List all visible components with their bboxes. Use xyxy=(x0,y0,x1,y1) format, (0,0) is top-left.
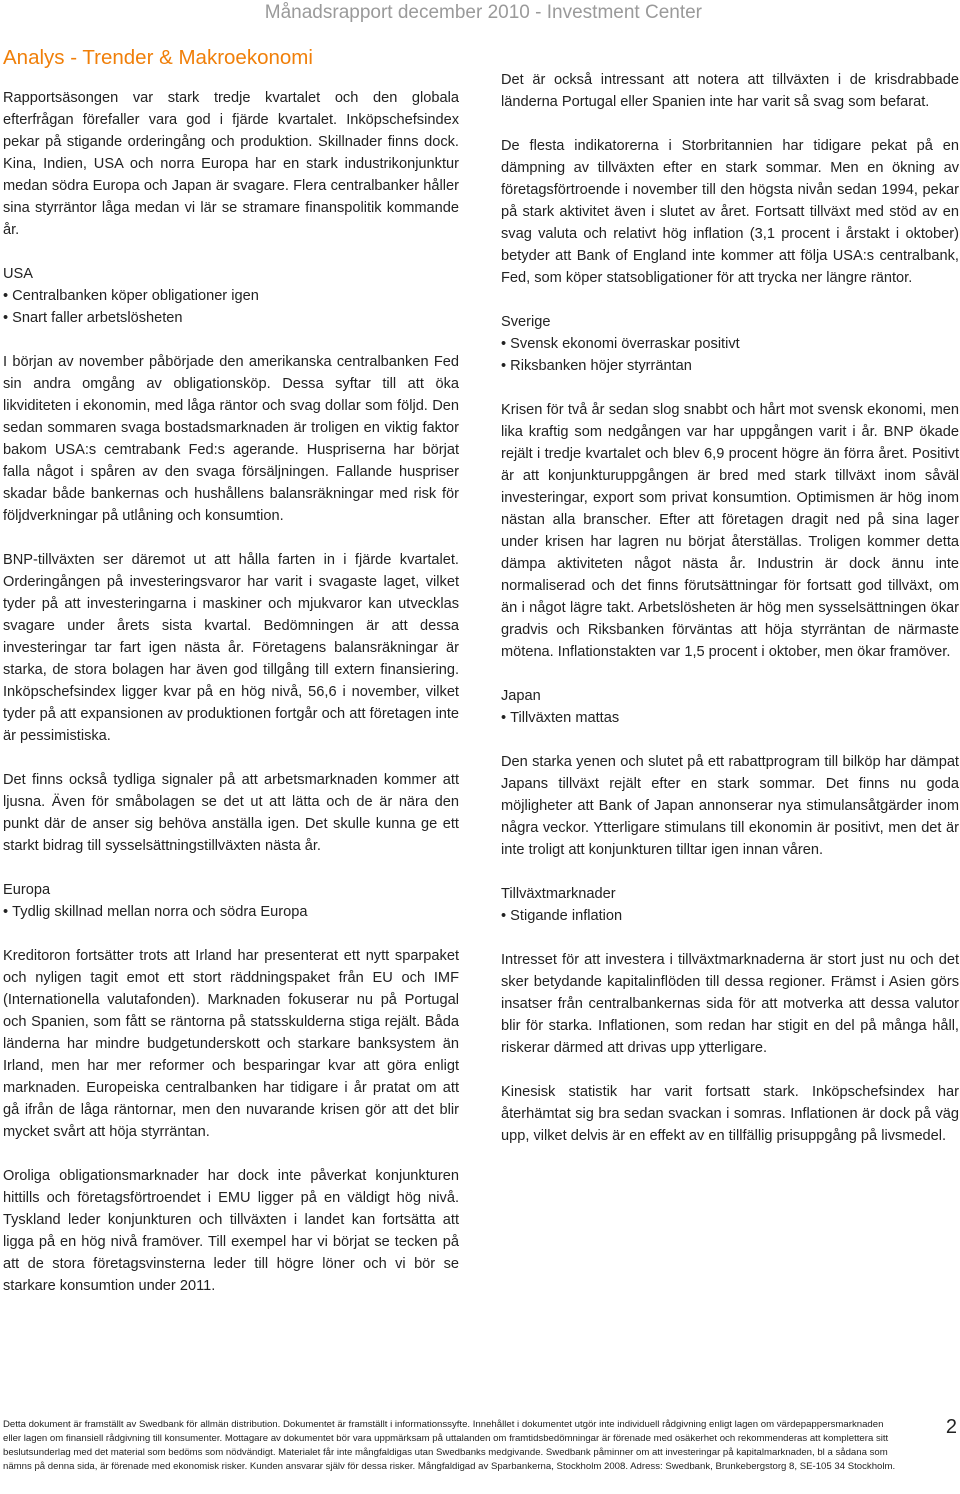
bullet-item: • Stigande inflation xyxy=(501,905,959,927)
japan-paragraph-1: Den starka yenen och slutet på ett rabattprogram till bilköp har dämpat Japans tillväxt rejält efter en stark sommar. Det finns nu goda möjligheter att Bank of Japan annonserar nya stimulansåtgärder inom några veckor. Ytterligare stimulans till ekonomin är positivt, men det är inte troligt att konjunkturen tilltar igen innan våren. xyxy=(501,754,959,858)
sverige-heading: Sverige xyxy=(501,314,551,330)
bullet-item: • Riksbanken höjer styrräntan xyxy=(501,355,959,377)
report-header-title: Månadsrapport december 2010 - Investment Center xyxy=(264,2,702,23)
tillvaxt-heading: Tillväxtmarknader xyxy=(501,886,616,902)
tillvaxt-paragraph-1: Intresset för att investera i tillväxtmarknaderna är stort just nu och det sker betydande kapitalinflöden till dessa regioner. Främst i Asien görs insatser från centralbankernas sida för att motverka att dessa valutor blir för starka. Inflationen, som redan har stigit en del på många håll, riskerar därmed att drivas upp ytterligare. xyxy=(501,952,959,1056)
europa-bullets xyxy=(3,901,459,923)
usa-paragraph-1: I början av november påbörjade den amerikanska centralbanken Fed sin andra omgång av obligationsköp. Dessa syftar till att öka likviditeten i ekonomin, med låga räntor och svag dollar som följd. Den sedan sommaren svaga bostadsmarknaden är troligen en viktig faktor bakom USA:s cemtrabank Fed:s agerande. Huspriserna har börjat falla något i spåren av den svaga försäljningen. Fallande huspriser skadar både bankernas och hushållens balansräkningar med risk för följdverkningar på utlåning och konsumtion. xyxy=(3,354,459,524)
tillvaxt-paragraph-2: Kinesisk statistik har varit fortsatt stark. Inköpschefsindex har återhämtat sig bra sedan svackan i somras. Inflationen är dock på väg upp, vilket delvis är en effekt av en tillfällig prisuppgång på livsmedel. xyxy=(501,1084,959,1144)
sverige-section xyxy=(501,311,959,663)
usa-heading: USA xyxy=(3,266,34,282)
europa-paragraph-1: Kreditoron fortsätter trots att Irland har presenterat ett nytt sparpaket och nyligen tagit emot ett stort räddningspaket från EU och IMF (Internationella valutafonden). Marknaden fokuserar nu på Portugal och Spanien, som fått se räntorna på statsskulderna stiga rejält. Båda länderna har mindre budgetunderskott och starkare banksystem än Irland, men har mer reformer och besparingar kvar att göra enligt marknaden. Europeiska centralbanken har tidigare i år pratat om att gå ifrån de låga räntornar, men den nuvarande krisen gör att det blir mycket svårt att höja styrräntan. xyxy=(3,948,459,1140)
left-column xyxy=(3,87,459,1319)
usa-paragraph-2: BNP-tillväxten ser däremot ut att hålla farten in i fjärde kvartalet. Orderingången på investeringsvaror har varit i svagaste laget, vilket tyder på att investeringarna i maskiner och mjukvaror kan utvecklas svagare under årets sista kvartal. Bedömningen är att dessa investeringar tar fart igen nästa år. Företagens balansräkningar är starka, de stora bolagen har även god tillgång till extern finansiering. Inköpschefsindex ligger kvar på en hög nivå, 56,6 i november, vilket tyder på att expansionen av produktionen fortgår och att företagen inte är pessimistiska. xyxy=(3,552,459,744)
japan-heading: Japan xyxy=(501,688,541,704)
europa-section xyxy=(3,879,459,1297)
intro-paragraph: Rapportsäsongen var stark tredje kvartalet och den globala efterfrågan förefaller vara god i fjärde kvartalet. Inköpschefsindex pekar på stigande orderingång och produktion. Skillnader finns dock. Kina, Indien, USA och norra Europa har en stark industrikonjunktur medan södra Europa och Japan är svagare. Flera centralbanker håller sina styrräntor låga medan vi lär se stramare finanspolitik kommande år. xyxy=(3,90,459,238)
europa-paragraph-2: Oroliga obligationsmarknader har dock inte påverkat konjunkturen hittills och företagsförtroendet i EMU ligger på en väldigt hög nivå. Tyskland leder konjunkturen och tillväxten i landet kan fortsätta att ligga på en hög nivå framöver. Till exempel har vi börjat se tecken på att de stora företagsvinsterna leder till högre löner och vi bör se starkare konsumtion under 2011. xyxy=(3,1168,459,1294)
europa-heading: Europa xyxy=(3,882,51,898)
tillvaxt-bullets xyxy=(501,905,959,927)
usa-bullets xyxy=(3,285,459,329)
bullet-item: • Snart faller arbetslösheten xyxy=(3,307,459,329)
page-number: 2 xyxy=(945,1416,957,1438)
bullet-item: • Tillväxten mattas xyxy=(501,707,959,729)
uk-paragraph: De flesta indikatorerna i Storbritannien har tidigare pekat på en dämpning av tillväxten efter en stark sommar. Men en ökning av företagsförtroende i november till den högsta nivån sedan 1994, pekar på stark aktivitet även i slutet av året. Fortsatt tillväxt med stöd av en svag valuta och relativt hög inflation (3,1 procent i årstakt i oktober) betyder att Bank of England inte kommer att följa USA:s centralbank, Fed, som köper statsobligationer för att trycka ner längre räntor. xyxy=(501,138,959,286)
crisis-countries-paragraph: Det är också intressant att notera att tillväxten i de krisdrabbade länderna Portugal eller Spanien inte har varit så svag som befarat. xyxy=(501,72,959,110)
tillvaxt-section xyxy=(501,883,959,1147)
section-title: Analys - Trender & Makroekonomi xyxy=(3,46,313,69)
japan-bullets xyxy=(501,707,959,729)
usa-paragraph-3: Det finns också tydliga signaler på att arbetsmarknaden kommer att ljusna. Även för småbolagen se det ut att lätta och de är nära den punkt där de anser sig behöva anställa igen. Det skulle kunna ge ett starkt bidrag till sysselsättningstillväxten nästa år. xyxy=(3,772,459,854)
japan-section xyxy=(501,685,959,861)
bullet-item: • Centralbanken köper obligationer igen xyxy=(3,285,459,307)
bullet-item: • Svensk ekonomi överraskar positivt xyxy=(501,333,959,355)
bullet-item: • Tydlig skillnad mellan norra och södra Europa xyxy=(3,901,459,923)
sverige-paragraph-1: Krisen för två år sedan slog snabbt och hårt mot svensk ekonomi, men lika kraftig som nedgången var har uppgången varit i år. BNP ökade rejält i tredje kvartalet och blev 6,9 procent högre än förra året. Positivt är att konjunkturuppgången är bred med stark tillväxt inom såväl investeringar, export som privat konsumtion. Optimismen är hög inom nästan alla branscher. Efter att företagen dragit ned på sina lager under krisen har lagren nu börjat återställas. Troligen kommer detta dämpa aktiviteten något nästa år. Industrin är dock ännu inte normaliserad och det finns förutsättningar för fortsatt god tillväxt, om än i något lägre takt. Arbetslösheten är hög men sysselsättningen ökar gradvis och Riksbanken förväntas att höja styrräntan de närmaste mötena. Inflationstakten var 1,5 procent i oktober, men ökar framöver. xyxy=(501,402,959,660)
sverige-bullets xyxy=(501,333,959,377)
right-column xyxy=(501,69,959,1169)
usa-section xyxy=(3,263,459,857)
footer-disclaimer: Detta dokument är framställt av Swedbank för allmän distribution. Dokumentet är framställt i informationssyfte. Innehållet i dokumentet utgör inte individuell rådgivning enligt lagen om värdepappersmarknaden eller lagen om finansiell rådgivning till konsumenter. Mottagare av dokumentet bör vara uppmärksam på uttalanden om framtidsbedömningar är förenade med osäkerhet och rekommenderas att komplettera sitt beslutsunderlag med det material som bedöms som nödvändigt. Materialet får inte mångfaldigas utan Swedbanks medgivande. Swedbank påminner om att investeringar på kapitalmarknaden, bl a sådana som nämns på denna sida, är förenade med ekonomisk risker. Kunden ansvarar själv för dessa risker. Mångfaldigad av Sparbankerna, Stockholm 2008. Adress: Swedbank, Brunkebergstorg 8, SE-105 34 Stockholm. xyxy=(3,1419,896,1472)
